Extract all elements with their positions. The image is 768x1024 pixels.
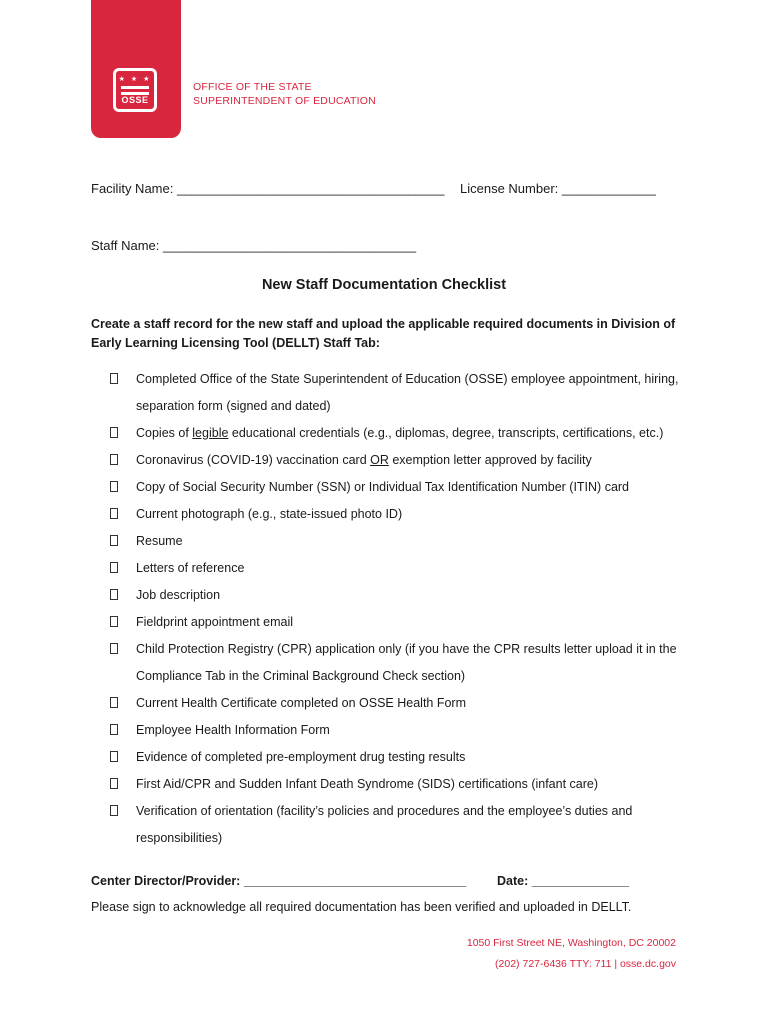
checklist-item-label: Resume <box>136 534 183 548</box>
checklist-item-label: Completed Office of the State Superintendent of Education (OSSE) employee appointment, hiring, separation form (signed and dated) <box>136 372 679 413</box>
checkbox-icon[interactable] <box>110 481 118 492</box>
date-field[interactable]: Date: ______________ <box>497 874 630 888</box>
org-line-2: SUPERINTENDENT OF EDUCATION <box>193 95 376 107</box>
checkbox-icon[interactable] <box>110 589 118 600</box>
osse-seal-icon: ★ ★ ★ OSSE <box>113 68 157 112</box>
checkbox-icon[interactable] <box>110 697 118 708</box>
checkbox-icon[interactable] <box>110 778 118 789</box>
checkbox-icon[interactable] <box>110 454 118 465</box>
checklist-item <box>110 447 690 474</box>
checklist-item-label-after: exemption letter approved by facility <box>388 453 592 467</box>
checkbox-icon[interactable] <box>110 724 118 735</box>
checkbox-icon[interactable] <box>110 427 118 438</box>
checkbox-icon[interactable] <box>110 805 118 816</box>
checklist-item <box>110 744 690 771</box>
checkbox-icon[interactable] <box>110 508 118 519</box>
checklist-item-label: First Aid/CPR and Sudden Infant Death Syndrome (SIDS) certifications (infant care) <box>136 777 599 791</box>
checkbox-icon[interactable] <box>110 616 118 627</box>
logo-word: OSSE <box>121 95 149 105</box>
checklist-item <box>110 798 690 852</box>
license-number-field[interactable]: License Number: _____________ <box>460 181 656 196</box>
checklist-item-label: Current Health Certificate completed on OSSE Health Form <box>136 696 466 710</box>
checkbox-icon[interactable] <box>110 535 118 546</box>
checklist-item-label: Employee Health Information Form <box>136 723 330 737</box>
checklist-item <box>110 420 690 447</box>
checklist-item-label: Current photograph (e.g., state-issued photo ID) <box>136 507 403 521</box>
checklist-item-label: Child Protection Registry (CPR) application only (if you have the CPR results letter upload it in the Compliance Tab in the Criminal Background Check section) <box>136 642 677 683</box>
checklist-item <box>110 582 690 609</box>
checklist-item-label: Fieldprint appointment email <box>136 615 294 629</box>
checklist-item-label-underline: legible <box>192 426 229 440</box>
checklist-item <box>110 366 690 420</box>
checklist-item-label: Letters of reference <box>136 561 245 575</box>
checkbox-icon[interactable] <box>110 562 118 573</box>
checklist-item <box>110 636 690 690</box>
checklist-item <box>110 690 690 717</box>
checklist-item-label-before: Copies of <box>136 426 193 440</box>
director-signature-field[interactable]: Center Director/Provider: ________________________________ <box>91 874 467 888</box>
checklist-item <box>110 771 690 798</box>
checklist-item-label: Evidence of completed pre-employment drug testing results <box>136 750 466 764</box>
checklist-item-label: Job description <box>136 588 221 602</box>
page-title: New Staff Documentation Checklist <box>261 277 507 293</box>
checkbox-icon[interactable] <box>110 373 118 384</box>
checkbox-icon[interactable] <box>110 751 118 762</box>
footer-contact: (202) 727-6436 TTY: 711 | osse.dc.gov <box>495 958 676 970</box>
checklist-item-label: Verification of orientation (facility’s policies and procedures and the employee’s duties and responsibilities) <box>136 804 633 845</box>
checklist-item <box>110 501 690 528</box>
org-line-1: OFFICE OF THE STATE <box>193 81 312 93</box>
intro-instructions: Create a staff record for the new staff and upload the applicable required documents in Division of Early Learning Licensing Tool (DELLT) Staff Tab: <box>91 317 676 350</box>
checkbox-icon[interactable] <box>110 643 118 654</box>
acknowledgement-text: Please sign to acknowledge all required documentation has been verified and uploaded in DELLT. <box>91 900 632 914</box>
checklist-item <box>110 528 690 555</box>
staff-name-field[interactable]: Staff Name: ___________________________________ <box>91 238 417 253</box>
footer-address: 1050 First Street NE, Washington, DC 20002 <box>466 937 676 949</box>
checklist-item-label-underline: OR <box>370 453 389 467</box>
organization-name <box>193 80 376 108</box>
facility-name-field[interactable]: Facility Name: _____________________________________ <box>91 181 445 196</box>
document-checklist <box>110 366 690 852</box>
checklist-item-label-before: Coronavirus (COVID-19) vaccination card <box>136 453 371 467</box>
checklist-item-label-after: educational credentials (e.g., diplomas, degree, transcripts, certifications, etc.) <box>228 426 664 440</box>
checklist-item <box>110 609 690 636</box>
checklist-item <box>110 717 690 744</box>
checklist-item-label: Copy of Social Security Number (SSN) or Individual Tax Identification Number (ITIN) card <box>136 480 630 494</box>
checklist-item <box>110 474 690 501</box>
checklist-item <box>110 555 690 582</box>
